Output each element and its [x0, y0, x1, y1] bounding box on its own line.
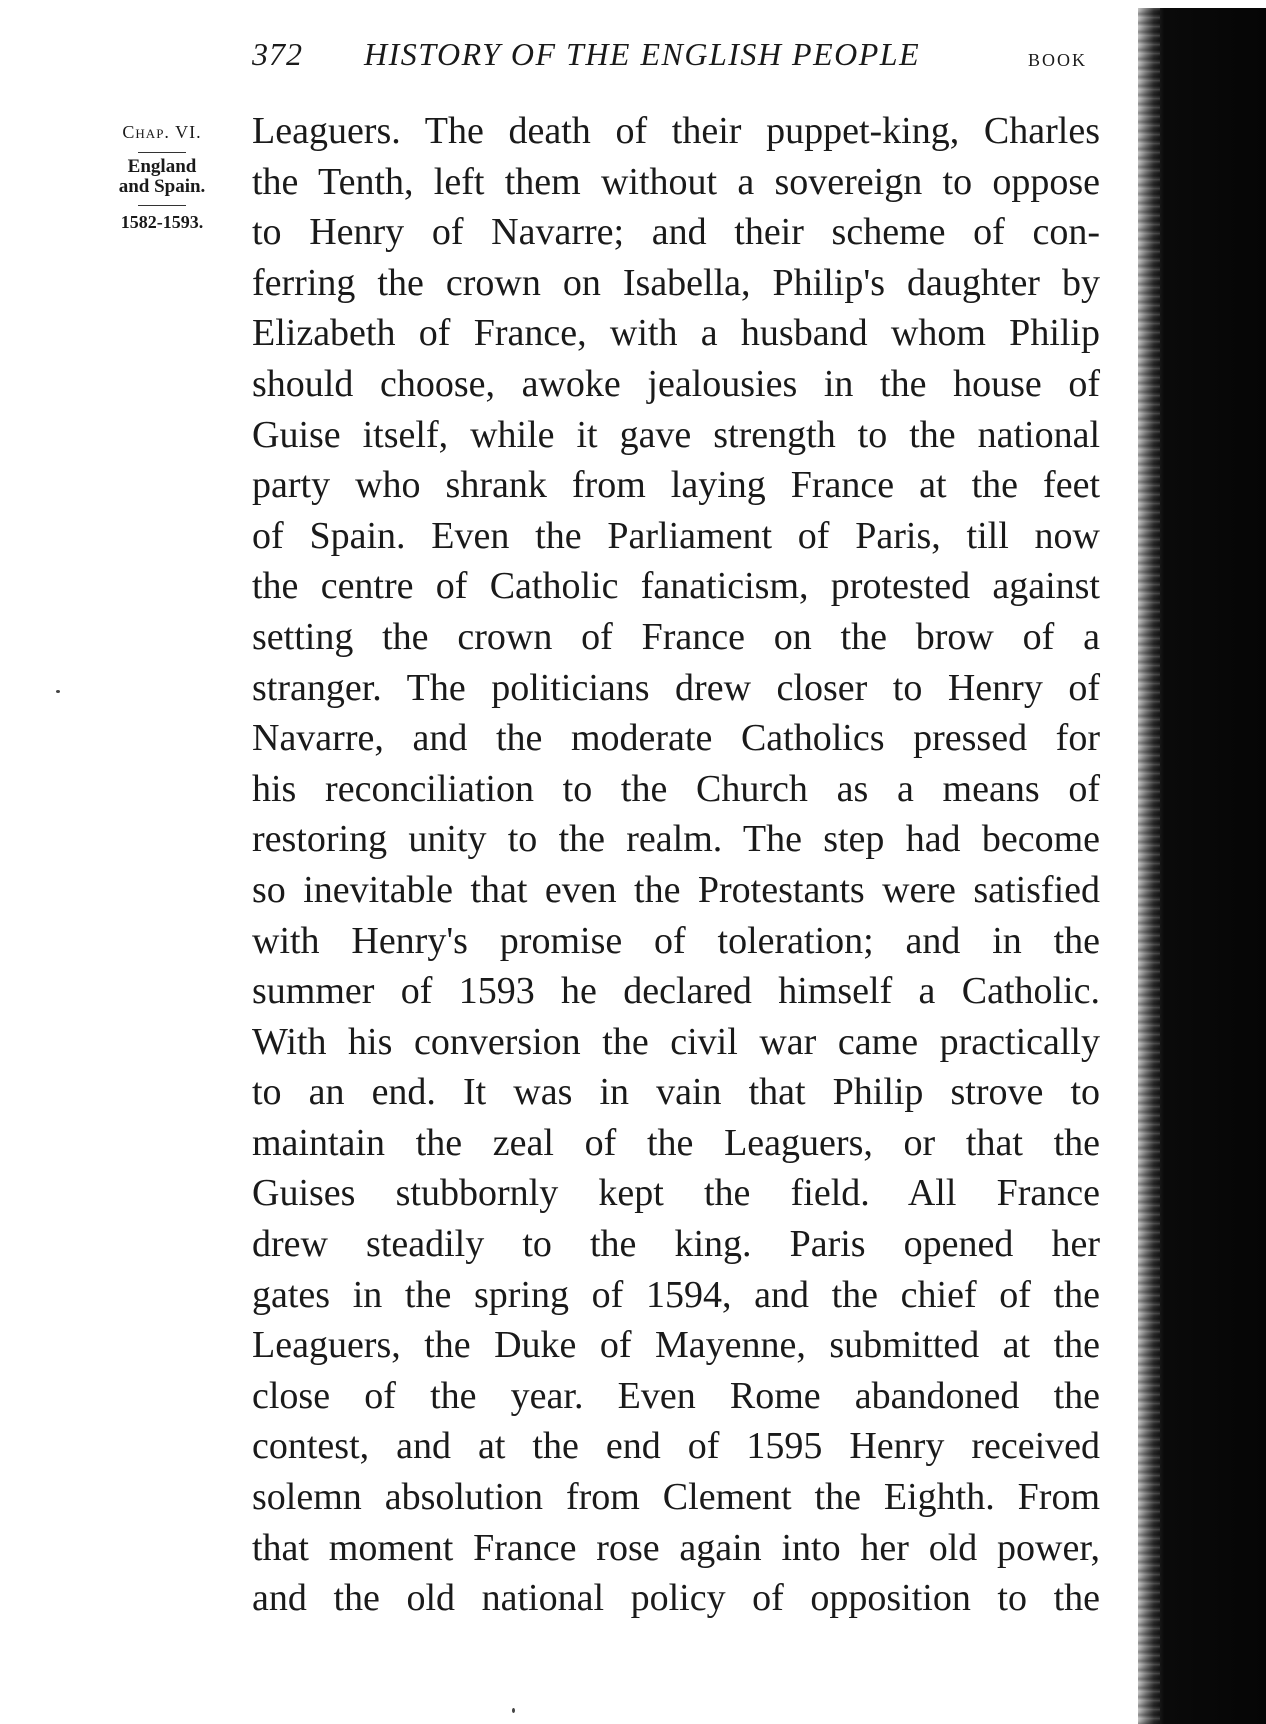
- text-line: close of the year. Even Rome abandoned the: [252, 1374, 1100, 1417]
- text-line: stranger. The politicians drew closer to Henry of: [252, 666, 1100, 709]
- text-line: the centre of Catholic fanaticism, protested against: [252, 565, 1100, 608]
- text-line: Navarre, and the moderate Catholics pressed for: [252, 717, 1100, 760]
- text-line: of Spain. Even the Parliament of Paris, till now: [252, 514, 1100, 557]
- text-line: Guises stubbornly kept the field. All France: [252, 1172, 1100, 1215]
- text-line: that moment France rose again into her old power,: [252, 1526, 1100, 1569]
- text-line: Elizabeth of France, with a husband whom Philip: [252, 312, 1100, 355]
- side-margin-notes: [92, 120, 232, 234]
- book-label: BOOK: [1028, 50, 1088, 70]
- topic-label: [92, 157, 232, 197]
- running-title: HISTORY OF THE ENGLISH PEOPLE: [364, 36, 921, 72]
- text-line: with Henry's promise of toleration; and in the: [252, 919, 1100, 962]
- topic-line-1: England: [127, 156, 197, 177]
- text-line: gates in the spring of 1594, and the chief of the: [252, 1273, 1100, 1316]
- text-line: the Tenth, left them without a sovereign to oppose: [252, 160, 1100, 203]
- text-line: party who shrank from laying France at the feet: [252, 464, 1100, 507]
- year-range: 1582-1593.: [120, 212, 204, 232]
- text-line: to an end. It was in vain that Philip strove to: [252, 1071, 1100, 1114]
- margin-divider: [138, 205, 186, 206]
- scan-speck: [56, 690, 60, 693]
- text-line: maintain the zeal of the Leaguers, or that the: [252, 1121, 1100, 1164]
- text-line: setting the crown of France on the brow of a: [252, 615, 1100, 658]
- text-line: and the old national policy of opposition to the: [252, 1577, 1100, 1620]
- text-line: to Henry of Navarre; and their scheme of con-: [252, 211, 1100, 254]
- running-header: [252, 30, 1102, 80]
- body-text: [252, 106, 1100, 1624]
- text-line: summer of 1593 he declared himself a Catholic.: [252, 970, 1100, 1013]
- topic-line-2: and Spain.: [118, 176, 206, 197]
- text-line: his reconciliation to the Church as a means of: [252, 767, 1100, 810]
- binding-edge-shadow: [1138, 8, 1266, 1724]
- text-line: With his conversion the civil war came practically: [252, 1020, 1100, 1063]
- text-line: contest, and at the end of 1595 Henry received: [252, 1425, 1100, 1468]
- text-line: Guise itself, while it gave strength to the national: [252, 413, 1100, 456]
- text-line: solemn absolution from Clement the Eighth. From: [252, 1476, 1100, 1519]
- text-line: ferring the crown on Isabella, Philip's daughter by: [252, 261, 1100, 304]
- margin-divider: [138, 152, 186, 153]
- text-line: restoring unity to the realm. The step had become: [252, 818, 1100, 861]
- chapter-label: Chap. VI.: [122, 122, 202, 142]
- text-line: drew steadily to the king. Paris opened her: [252, 1223, 1100, 1266]
- page-number: 372: [252, 36, 303, 72]
- text-line: so inevitable that even the Protestants were satisfied: [252, 868, 1100, 911]
- text-line: should choose, awoke jealousies in the house of: [252, 362, 1100, 405]
- text-line: Leaguers, the Duke of Mayenne, submitted at the: [252, 1324, 1100, 1367]
- text-line: Leaguers. The death of their puppet-king, Charles: [252, 110, 1100, 152]
- scan-speck: [512, 1708, 515, 1713]
